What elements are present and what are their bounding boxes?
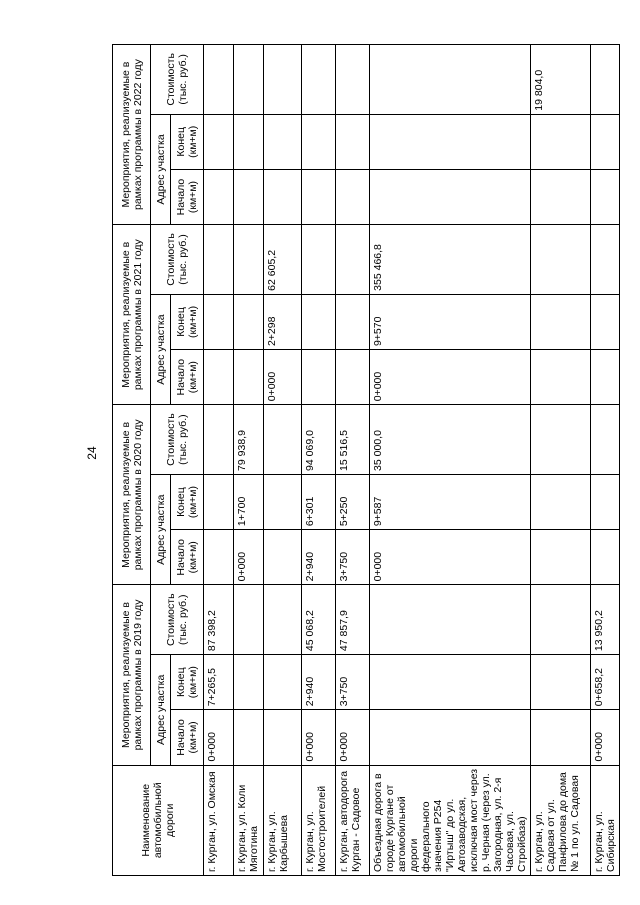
cell-end-2020	[591, 474, 620, 529]
cell-cost-2021: 355 466,8	[370, 225, 531, 295]
cell-cost-2019: 13 950,2	[591, 585, 620, 655]
cell-cost-2022	[591, 45, 620, 115]
table-row	[264, 45, 302, 876]
header-address: Адрес участка	[151, 474, 171, 584]
cell-start-2021	[591, 350, 620, 405]
cell-cost-2020	[264, 405, 302, 475]
cell-start-2022	[234, 169, 264, 224]
road-name-cell: г. Курган, ул. Мостостроителей	[302, 765, 336, 875]
cell-cost-2020: 94 069,0	[302, 405, 336, 475]
header-start: Начало (км+м)	[171, 169, 204, 224]
cell-end-2020: 5+250	[336, 474, 370, 529]
cell-cost-2020	[204, 405, 234, 475]
cell-start-2019	[264, 710, 302, 765]
header-end: Конец (км+м)	[171, 294, 204, 349]
cell-end-2021	[234, 294, 264, 349]
cell-cost-2021	[302, 225, 336, 295]
cell-cost-2020: 15 516,5	[336, 405, 370, 475]
cell-cost-2020	[591, 405, 620, 475]
cell-cost-2021	[204, 225, 234, 295]
cell-start-2019: 0+000	[336, 710, 370, 765]
cell-start-2022	[370, 169, 531, 224]
cell-start-2019: 0+000	[591, 710, 620, 765]
cell-start-2020	[204, 530, 234, 585]
cell-start-2022	[204, 169, 234, 224]
table-row	[591, 45, 620, 876]
cell-cost-2019: 47 857,9	[336, 585, 370, 655]
header-end: Конец (км+м)	[171, 474, 204, 529]
header-start: Начало (км+м)	[171, 710, 204, 765]
rotated-table-container	[112, 44, 617, 876]
cell-start-2022	[591, 169, 620, 224]
cell-start-2022	[531, 169, 591, 224]
cell-cost-2019	[531, 585, 591, 655]
header-cost: Стоимость (тыс. руб.)	[151, 405, 204, 475]
cell-end-2019	[370, 655, 531, 710]
table-row	[336, 45, 370, 876]
cell-end-2021	[336, 294, 370, 349]
road-program-table	[112, 44, 620, 876]
header-end: Конец (км+м)	[171, 655, 204, 710]
cell-start-2020	[264, 530, 302, 585]
cell-start-2020: 0+000	[234, 530, 264, 585]
cell-start-2021	[234, 350, 264, 405]
cell-start-2021	[302, 350, 336, 405]
cell-end-2019	[531, 655, 591, 710]
cell-start-2019: 0+000	[204, 710, 234, 765]
cell-start-2020: 2+940	[302, 530, 336, 585]
road-name-cell: г. Курган, ул. Омская	[204, 765, 234, 875]
cell-end-2022	[234, 114, 264, 169]
cell-cost-2022	[302, 45, 336, 115]
cell-start-2020	[591, 530, 620, 585]
header-address: Адрес участка	[151, 114, 171, 224]
cell-cost-2019	[234, 585, 264, 655]
road-name-cell: Объездная дорога в городе Кургане от автомобильной дороги федерального значения Р254 "Иртыш" до ул. Автозаводская, исключая мост через р. Черная (через ул. Загородная, ул. 2-я Часовая, ул. Стройбаза)	[370, 765, 531, 875]
cell-cost-2022	[370, 45, 531, 115]
cell-end-2020: 1+700	[234, 474, 264, 529]
header-end: Конец (км+м)	[171, 114, 204, 169]
road-name-cell: г. Курган, ул. Садовая от ул. Панфилова до дома № 1 по ул. Садовая	[531, 765, 591, 875]
cell-cost-2019	[264, 585, 302, 655]
road-name-cell: г. Курган, ул. Сибирская	[591, 765, 620, 875]
header-road-name: Наименование автомобильной дороги	[113, 765, 204, 875]
cell-cost-2020: 35 000,0	[370, 405, 531, 475]
cell-start-2022	[336, 169, 370, 224]
cell-end-2019	[264, 655, 302, 710]
cell-start-2021	[204, 350, 234, 405]
cell-start-2021: 0+000	[264, 350, 302, 405]
header-cost: Стоимость (тыс. руб.)	[151, 45, 204, 115]
cell-end-2019: 2+940	[302, 655, 336, 710]
header-start: Начало (км+м)	[171, 350, 204, 405]
cell-cost-2019	[370, 585, 531, 655]
cell-end-2022	[370, 114, 531, 169]
cell-cost-2022	[336, 45, 370, 115]
cell-end-2019: 0+658,2	[591, 655, 620, 710]
cell-end-2022	[264, 114, 302, 169]
header-cost: Стоимость (тыс. руб.)	[151, 225, 204, 295]
table-row	[204, 45, 234, 876]
header-year-2022: Мероприятия, реализуемые в рамках программы в 2022 году	[113, 45, 151, 225]
cell-end-2020	[264, 474, 302, 529]
cell-cost-2019: 45 068,2	[302, 585, 336, 655]
road-name-cell: г. Курган, автодорога Курган - Садовое	[336, 765, 370, 875]
cell-cost-2022	[264, 45, 302, 115]
cell-cost-2022: 19 804,0	[531, 45, 591, 115]
cell-end-2021	[302, 294, 336, 349]
table-body	[204, 45, 620, 876]
cell-start-2019	[234, 710, 264, 765]
road-name-cell: г. Курган, ул. Коли Мяготина	[234, 765, 264, 875]
header-year-2020: Мероприятия, реализуемые в рамках программы в 2020 году	[113, 405, 151, 585]
header-address: Адрес участка	[151, 294, 171, 404]
table-row	[531, 45, 591, 876]
cell-end-2019: 7+265,5	[204, 655, 234, 710]
cell-cost-2020	[531, 405, 591, 475]
cell-start-2021	[531, 350, 591, 405]
cell-end-2021	[204, 294, 234, 349]
cell-cost-2022	[204, 45, 234, 115]
cell-end-2019: 3+750	[336, 655, 370, 710]
cell-end-2020	[204, 474, 234, 529]
cell-end-2022	[204, 114, 234, 169]
table-row	[370, 45, 531, 876]
cell-cost-2022	[234, 45, 264, 115]
table-row	[302, 45, 336, 876]
header-year-2021: Мероприятия, реализуемые в рамках программы в 2021 году	[113, 225, 151, 405]
cell-cost-2020: 79 938,9	[234, 405, 264, 475]
cell-start-2019	[370, 710, 531, 765]
header-cost: Стоимость (тыс. руб.)	[151, 585, 204, 655]
road-name-cell: г. Курган, ул. Карбышева	[264, 765, 302, 875]
cell-start-2021	[336, 350, 370, 405]
cell-cost-2021	[531, 225, 591, 295]
cell-start-2022	[264, 169, 302, 224]
cell-start-2019: 0+000	[302, 710, 336, 765]
cell-cost-2021: 62 605,2	[264, 225, 302, 295]
cell-cost-2019: 87 398,2	[204, 585, 234, 655]
cell-end-2022	[531, 114, 591, 169]
cell-start-2021: 0+000	[370, 350, 531, 405]
cell-cost-2021	[234, 225, 264, 295]
page-number: 24	[85, 446, 99, 460]
header-year-2019: Мероприятия, реализуемые в рамках программы в 2019 году	[113, 585, 151, 765]
cell-start-2020	[531, 530, 591, 585]
cell-cost-2021	[336, 225, 370, 295]
cell-end-2021	[531, 294, 591, 349]
header-start: Начало (км+м)	[171, 530, 204, 585]
cell-end-2021	[591, 294, 620, 349]
cell-end-2021: 9+570	[370, 294, 531, 349]
table-row	[234, 45, 264, 876]
cell-end-2020: 6+301	[302, 474, 336, 529]
cell-start-2019	[531, 710, 591, 765]
header-address: Адрес участка	[151, 655, 171, 765]
cell-end-2020: 9+587	[370, 474, 531, 529]
cell-cost-2021	[591, 225, 620, 295]
cell-end-2021: 2+298	[264, 294, 302, 349]
cell-start-2022	[302, 169, 336, 224]
cell-end-2022	[302, 114, 336, 169]
cell-end-2022	[336, 114, 370, 169]
cell-end-2019	[234, 655, 264, 710]
cell-start-2020: 0+000	[370, 530, 531, 585]
cell-end-2020	[531, 474, 591, 529]
cell-start-2020: 3+750	[336, 530, 370, 585]
cell-end-2022	[591, 114, 620, 169]
